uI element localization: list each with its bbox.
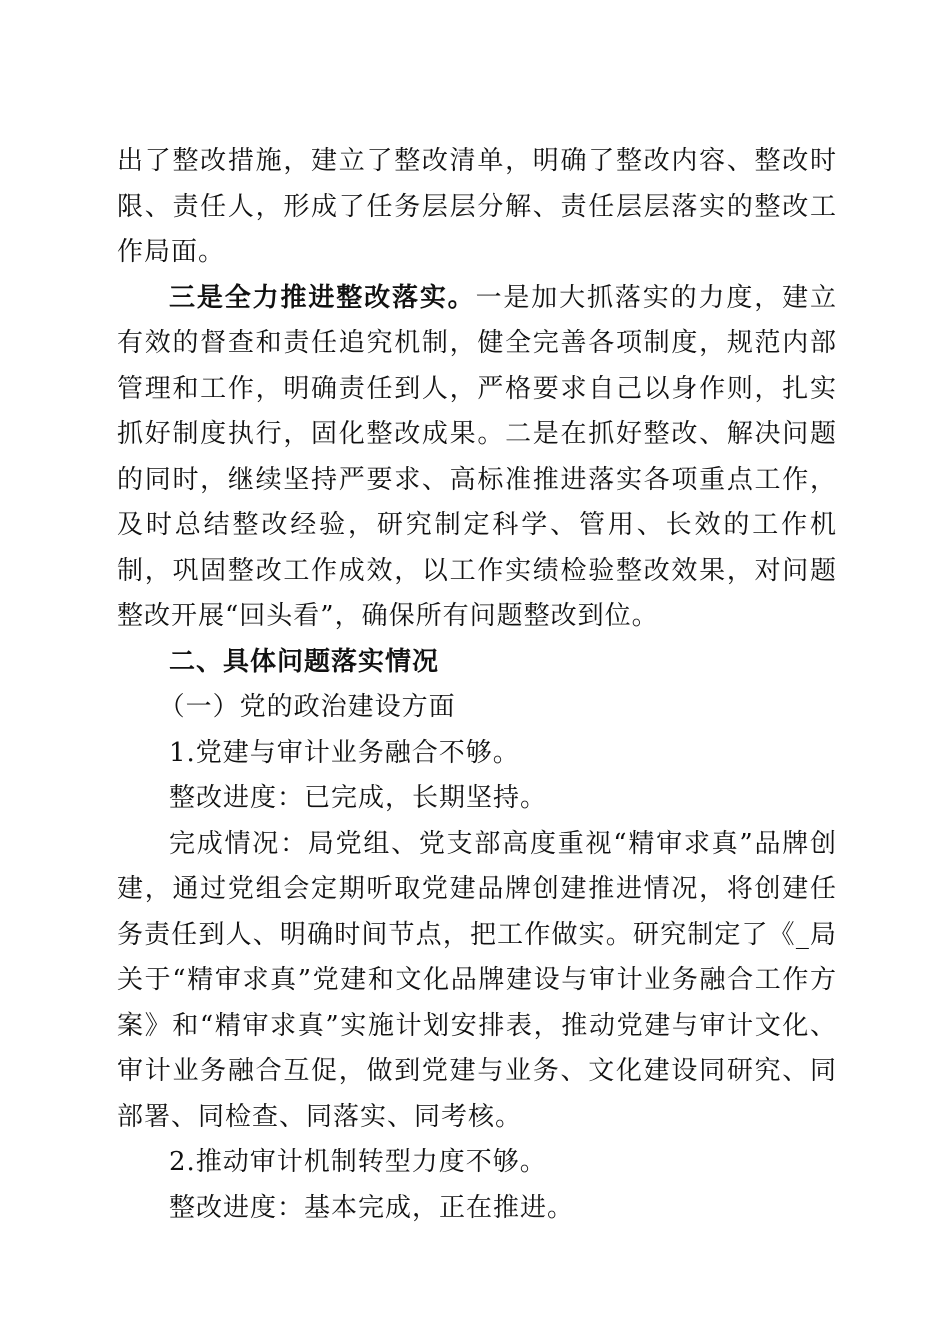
point-three-lead: 三是全力推进整改落实。: [169, 282, 476, 313]
item-one-completion: 完成情况：局党组、党支部高度重视“精审求真”品牌创建，通过党组会定期听取党建品牌创建推进情况，将创建任务责任到人、明确时间节点，把工作做实。研究制定了《_局关于“精审求真”党建和文化品牌建设与审计业务融合工作方案》和“精审求真”实施计划安排表，推动党建与审计文化、审计业务融合互促，做到党建与业务、文化建设同研究、同部署、同检查、同落实、同考核。: [117, 828, 837, 1132]
paragraph-point-three: [117, 276, 837, 640]
item-one-title: 1.党建与审计业务融合不够。: [169, 737, 520, 768]
point-three-body: 一是加大抓落实的力度，建立有效的督查和责任追究机制，健全完善各项制度，规范内部管理和工作，明确责任到人，严格要求自己以身作则，扎实抓好制度执行，固化整改成果。二是在抓好整改、解决问题的同时，继续坚持严要求、高标准推进落实各项重点工作，及时总结整改经验，研究制定科学、管用、长效的工作机制，巩固整改工作成效，以工作实绩检验整改效果，对问题整改开展“回头看”，确保所有问题整改到位。: [117, 282, 837, 631]
paragraph-continuation: 出了整改措施，建立了整改清单，明确了整改内容、整改时限、责任人，形成了任务层层分解、责任层层落实的整改工作局面。: [117, 146, 837, 267]
item-two-progress: 整改进度：基本完成，正在推进。: [169, 1192, 575, 1223]
document-body: [117, 139, 837, 1231]
item-two-title: 2.推动审计机制转型力度不够。: [169, 1147, 547, 1177]
section-two-heading: 二、具体问题落实情况: [169, 646, 440, 677]
item-one-progress: 整改进度：已完成，长期坚持。: [169, 783, 548, 813]
subsection-one-heading: （一）党的政治建设方面: [158, 692, 456, 722]
